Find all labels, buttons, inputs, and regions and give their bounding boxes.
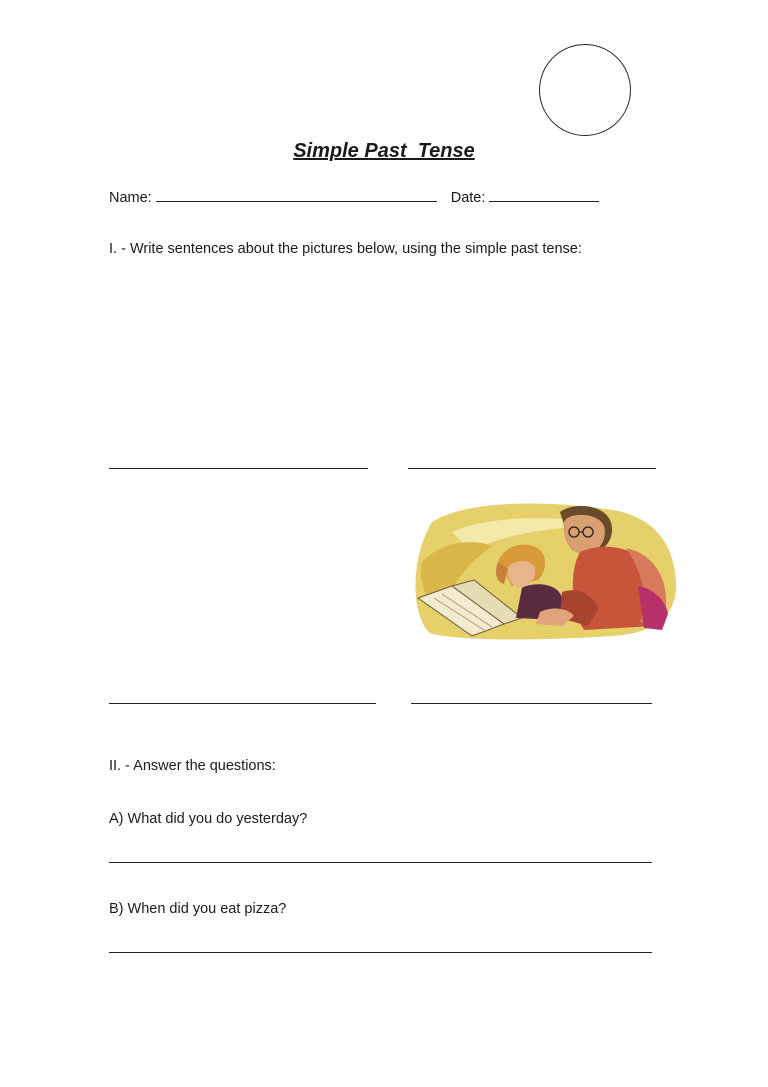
- question-a: A) What did you do yesterday?: [109, 811, 308, 827]
- picture3-answer-line[interactable]: [109, 703, 376, 704]
- picture1-answer-line[interactable]: [109, 468, 368, 469]
- people-reading-illustration-icon: [412, 502, 678, 644]
- date-label: Date:: [450, 190, 486, 206]
- name-label: Name:: [109, 190, 152, 206]
- question-b-answer-line[interactable]: [109, 952, 652, 953]
- picture4-answer-line[interactable]: [411, 703, 652, 704]
- section2-instruction: II. - Answer the questions:: [109, 758, 276, 774]
- date-field[interactable]: [489, 187, 599, 202]
- score-circle: [539, 44, 631, 136]
- section1-instruction: I. - Write sentences about the pictures below, using the simple past tense:: [109, 241, 582, 257]
- name-date-row: [109, 187, 599, 206]
- question-a-answer-line[interactable]: [109, 862, 652, 863]
- name-field[interactable]: [156, 187, 437, 202]
- picture2-answer-line[interactable]: [408, 468, 656, 469]
- page-title: Simple Past Tense: [293, 140, 475, 162]
- question-b: B) When did you eat pizza?: [109, 901, 287, 917]
